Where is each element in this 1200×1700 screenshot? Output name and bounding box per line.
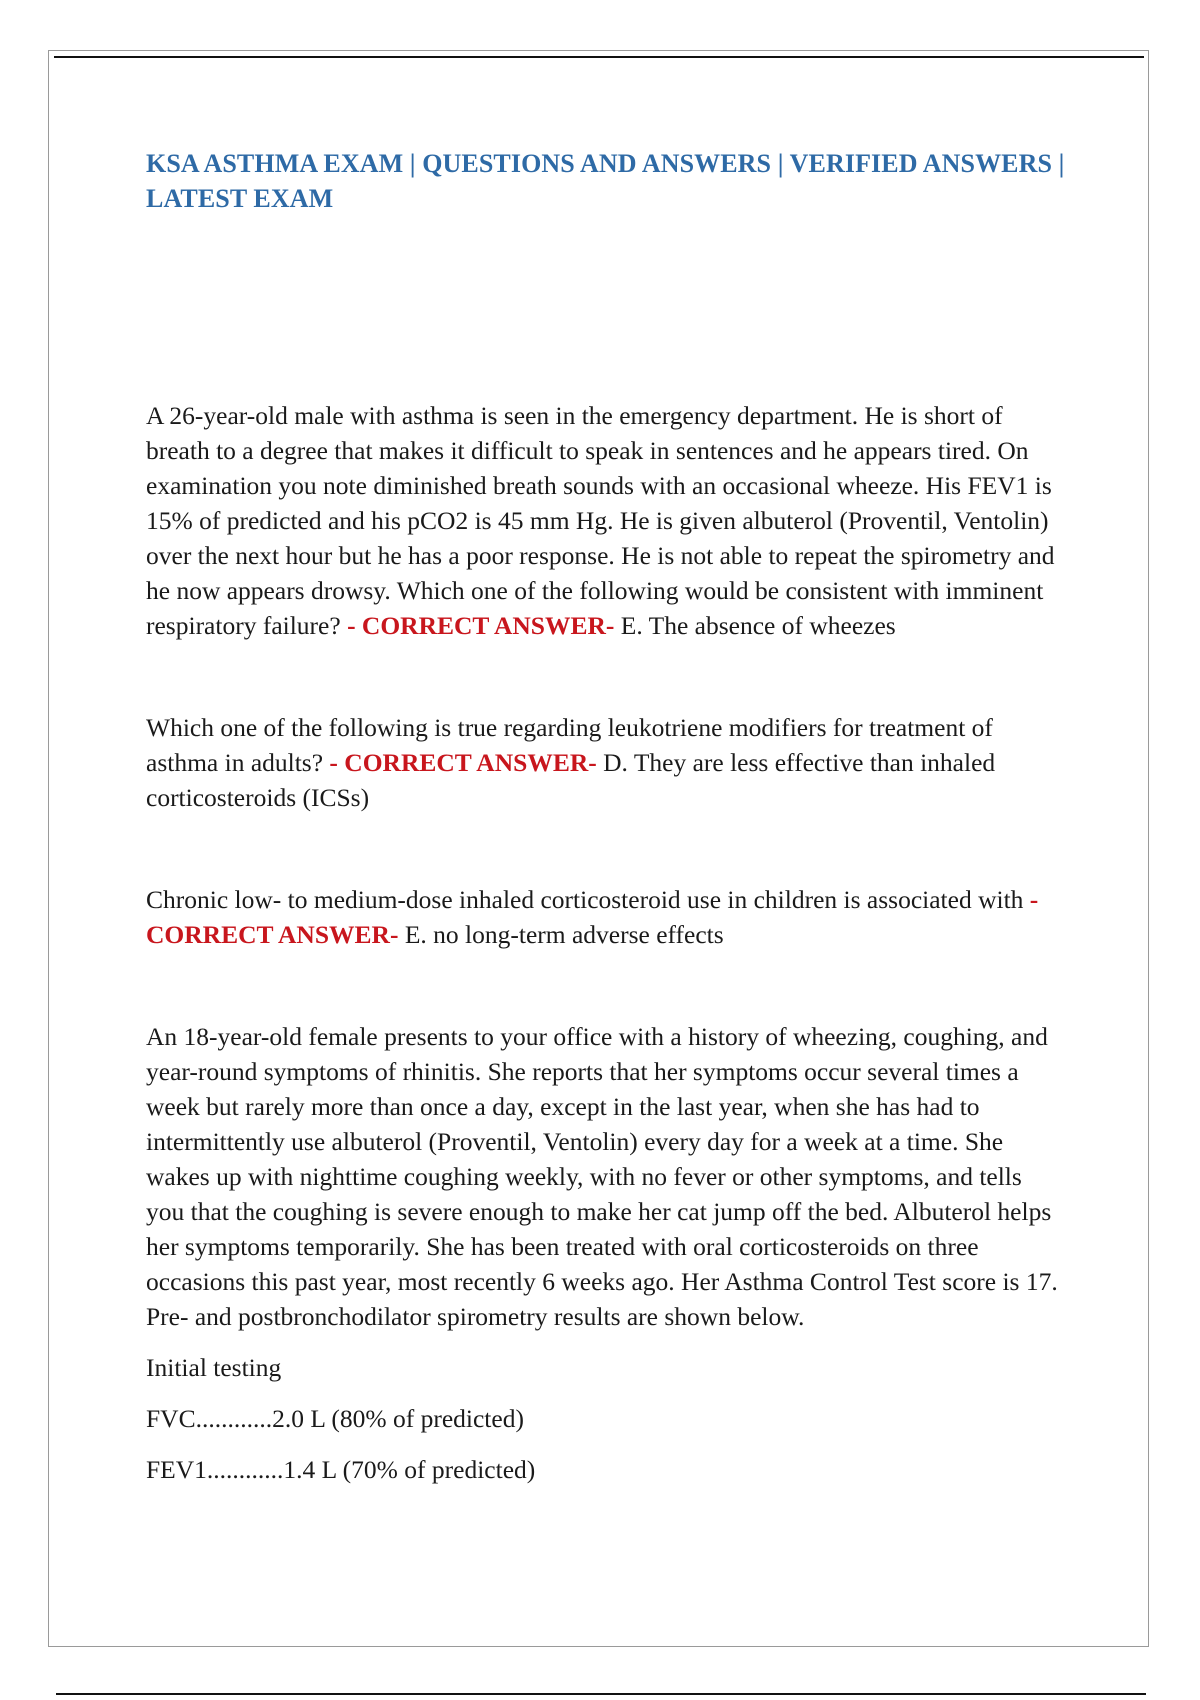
answer-text: D. They are less effective than inhaled corticosteroids (ICSs) [146,748,996,812]
top-rule [54,56,1144,58]
question-block [146,398,1066,643]
question-block [146,710,1066,815]
question-block [146,882,1066,952]
question-text: A 26-year-old male with asthma is seen in the emergency department. He is short of breath to a degree that makes it difficult to speak in sentences and he appears tired. On examination you note diminished breath sounds with an occasional wheeze. His FEV1 is 15% of predicted and his pCO2 is 45 mm Hg. He is given albuterol (Proventil, Ventolin) over the next hour but he has a poor response. He is not able to repeat the spirometry and he now appears drowsy. Which one of the following would be consistent with imminent respiratory failure? [146,401,1055,640]
fvc-result: FVC............2.0 L (80% of predicted) [146,1404,524,1433]
initial-testing-label: Initial testing [146,1353,282,1382]
document-content [146,146,1066,1487]
fev1-result: FEV1............1.4 L (70% of predicted) [146,1455,536,1484]
answer-text: E. no long-term adverse effects [404,920,724,949]
correct-answer-marker: - CORRECT ANSWER- [146,885,1039,949]
answer-text: E. The absence of wheezes [620,611,896,640]
correct-answer-marker: - CORRECT ANSWER- [347,611,615,640]
bottom-rule [56,1693,1146,1695]
document-title: KSA ASTHMA EXAM | QUESTIONS AND ANSWERS | VERIFIED ANSWERS | LATEST EXAM [146,149,1065,213]
question-text: An 18-year-old female presents to your office with a history of wheezing, coughing, and year-round symptoms of rhinitis. She reports that her symptoms occur several times a week but rarely more than once a day, except in the last year, when she has had to intermittently use albuterol (Proventil, Ventolin) every day for a week at a time. She wakes up with nighttime coughing weekly, with no fever or other symptoms, and tells you that the coughing is severe enough to make her cat jump off the bed. Albuterol helps her symptoms temporarily. She has been treated with oral corticosteroids on three occasions this past year, most recently 6 weeks ago. Her Asthma Control Test score is 17. Pre- and postbronchodilator spirometry results are shown below. [146,1022,1058,1331]
question-text: Which one of the following is true regarding leukotriene modifiers for treatment of asthma in adults? [146,713,993,777]
question-text: Chronic low- to medium-dose inhaled corticosteroid use in children is associated with [146,885,1024,914]
question-block [146,1019,1066,1334]
correct-answer-marker: - CORRECT ANSWER- [329,748,597,777]
